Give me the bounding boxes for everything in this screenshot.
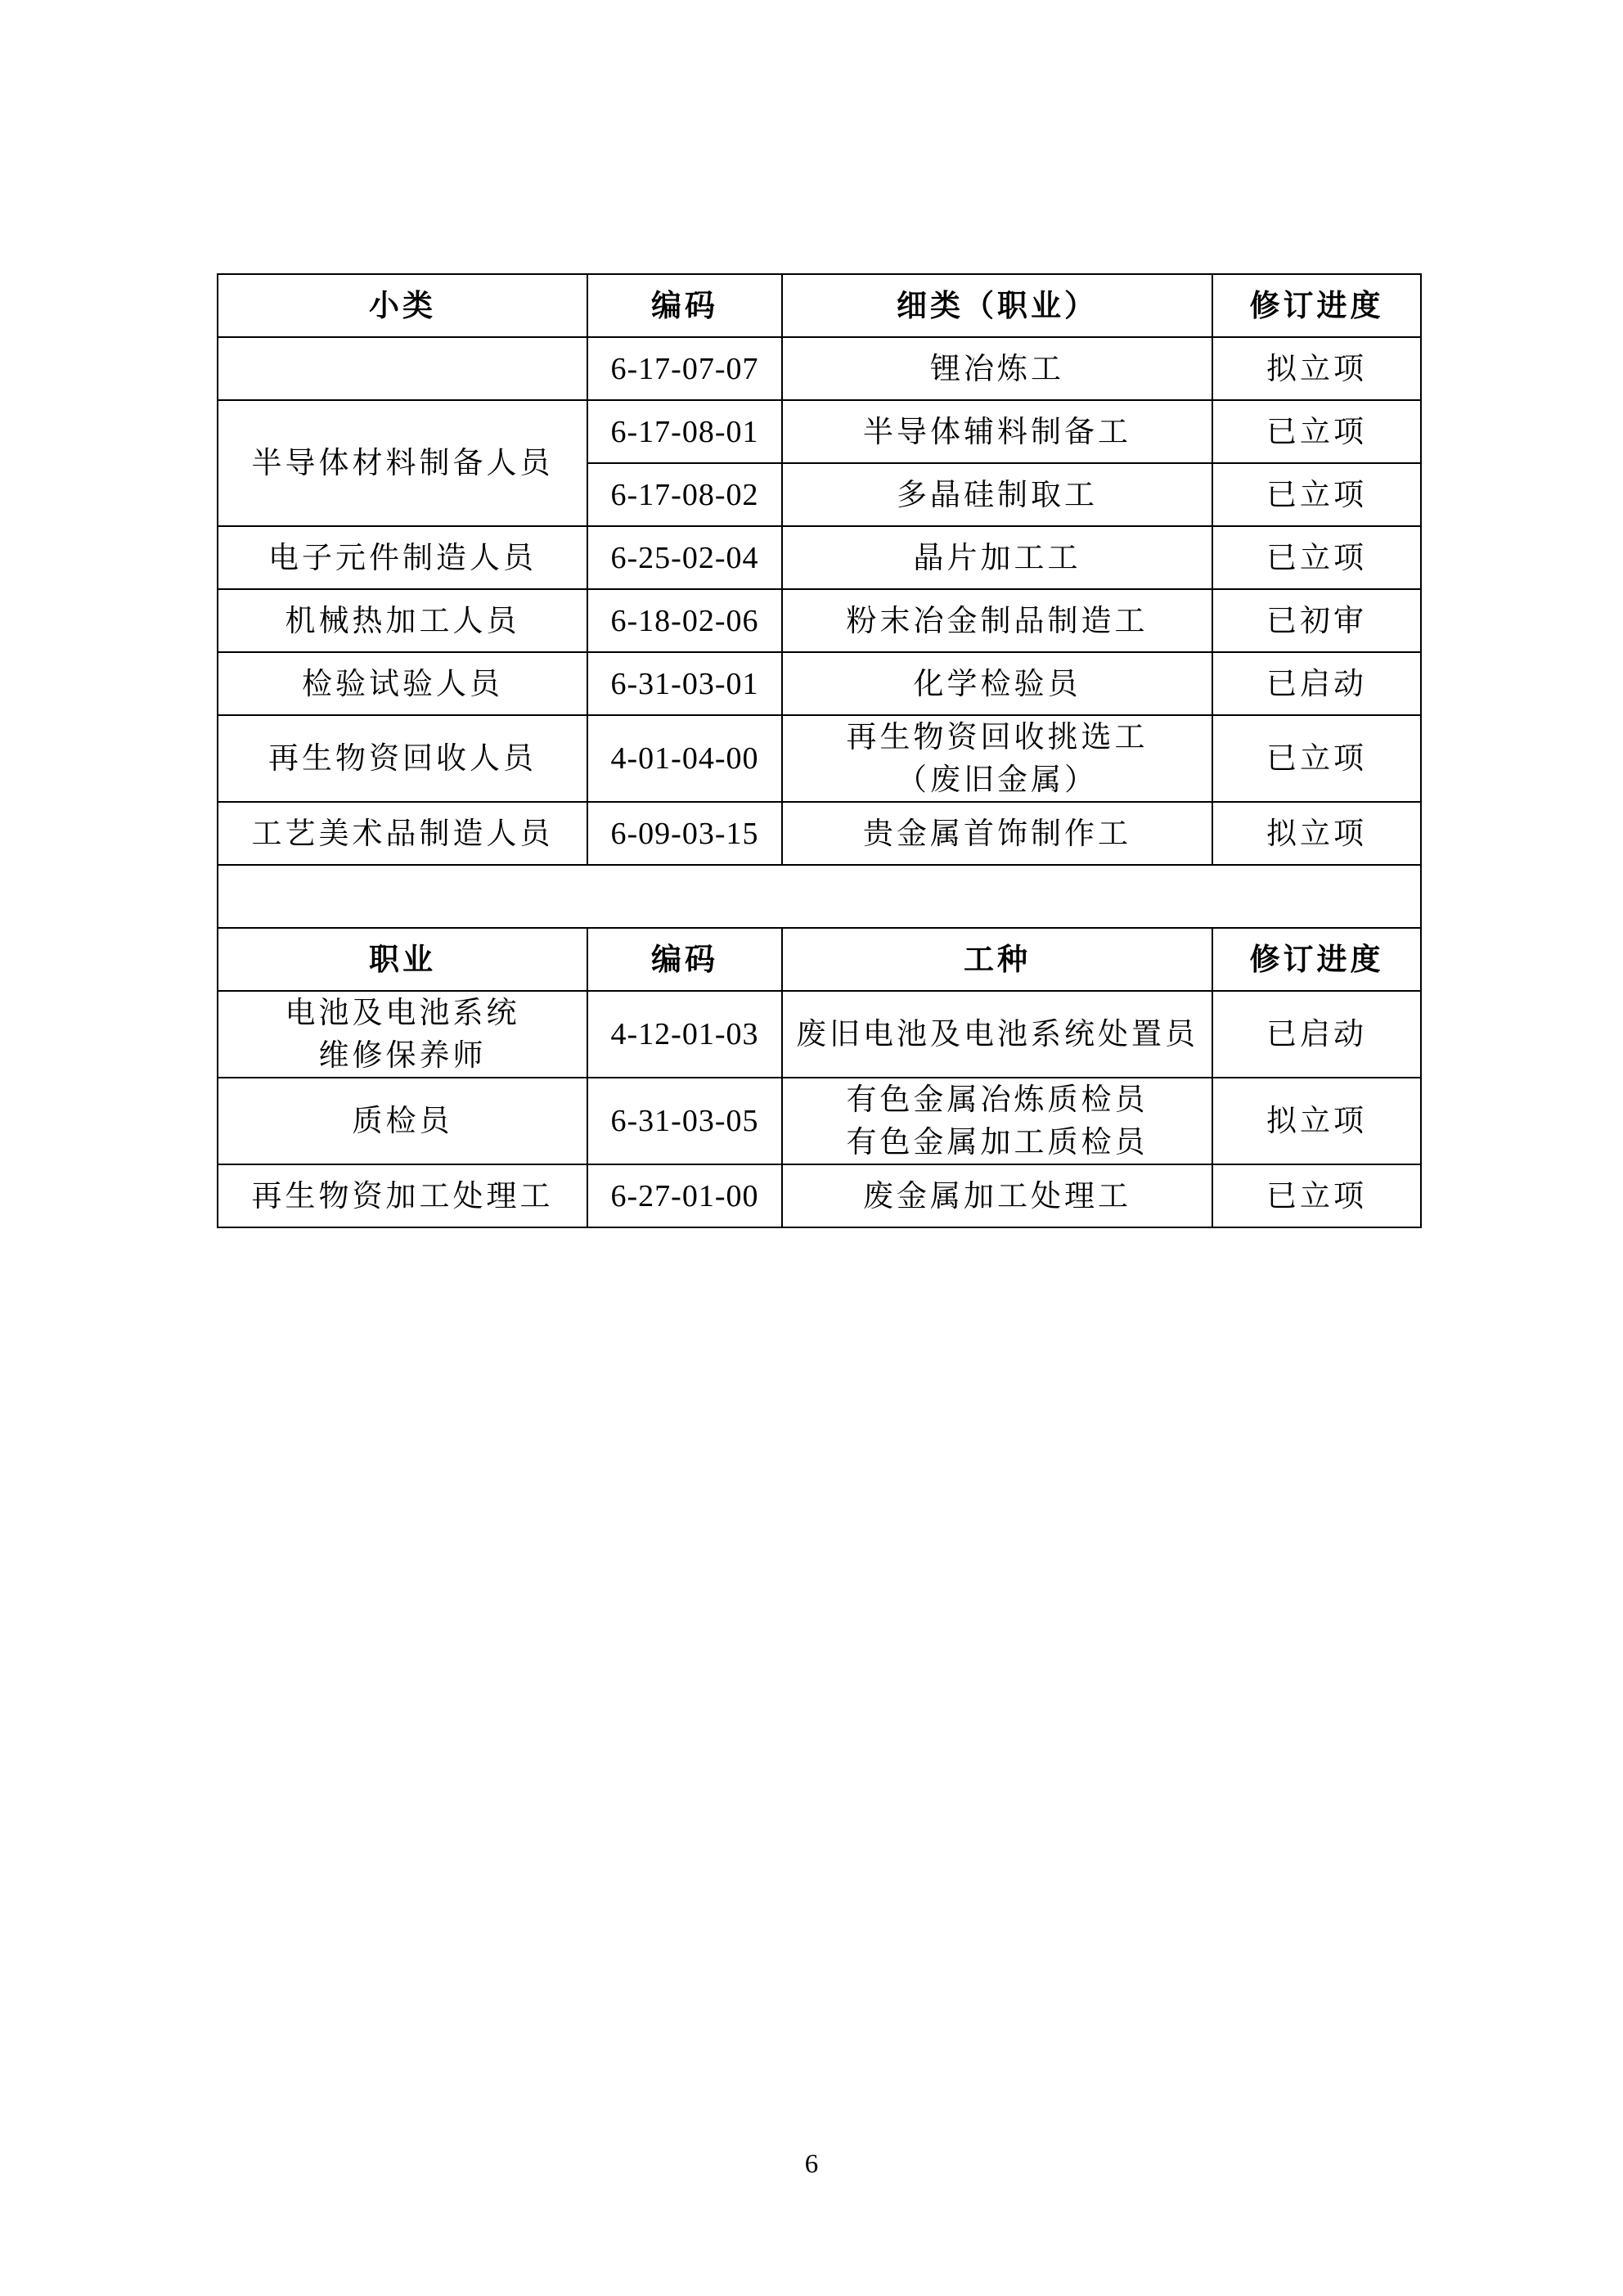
table-row	[218, 652, 1421, 715]
occupation-cell: 半导体辅料制备工	[782, 400, 1212, 463]
status-cell: 已启动	[1212, 991, 1421, 1078]
code-cell: 6-09-03-15	[587, 802, 782, 865]
subcategory-cell: 检验试验人员	[218, 652, 587, 715]
empty-separator-cell	[218, 865, 1421, 928]
occupation-cell: 粉末冶金制品制造工	[782, 589, 1212, 652]
header-trade: 工种	[782, 928, 1212, 991]
code-cell: 6-25-02-04	[587, 526, 782, 589]
code-cell: 6-17-08-01	[587, 400, 782, 463]
status-cell: 已初审	[1212, 589, 1421, 652]
occupation-line: 电池及电池系统	[285, 995, 520, 1030]
header-occupation: 细类（职业）	[782, 274, 1212, 337]
table-row	[218, 991, 1421, 1078]
occupation-cell: 质检员	[218, 1078, 587, 1164]
occupation-cell: 再生物资加工处理工	[218, 1164, 587, 1227]
code-cell: 4-01-04-00	[587, 715, 782, 802]
header-occupation: 职业	[218, 928, 587, 991]
occupation-line: （废旧金属）	[897, 762, 1098, 797]
subcategory-cell: 半导体材料制备人员	[218, 400, 587, 526]
trade-line: 有色金属冶炼质检员	[846, 1082, 1149, 1117]
page-number: 6	[804, 2150, 819, 2179]
header-code: 编码	[587, 274, 782, 337]
status-cell: 已立项	[1212, 526, 1421, 589]
table2-header-row	[218, 928, 1421, 991]
header-code: 编码	[587, 928, 782, 991]
table-row	[218, 1164, 1421, 1227]
separator-row	[218, 865, 1421, 928]
occupation-cell: 锂冶炼工	[782, 337, 1212, 400]
code-cell: 6-18-02-06	[587, 589, 782, 652]
header-subcategory: 小类	[218, 274, 587, 337]
trade-cell: 废旧电池及电池系统处置员	[782, 991, 1212, 1078]
table-row	[218, 589, 1421, 652]
subcategory-cell: 电子元件制造人员	[218, 526, 587, 589]
status-cell: 已立项	[1212, 1164, 1421, 1227]
occupation-cell	[782, 715, 1212, 802]
occupation-cell: 晶片加工工	[782, 526, 1212, 589]
occupation-cell: 贵金属首饰制作工	[782, 802, 1212, 865]
occupation-line: 再生物资回收挑选工	[846, 719, 1149, 754]
code-cell: 6-31-03-05	[587, 1078, 782, 1164]
code-cell: 4-12-01-03	[587, 991, 782, 1078]
table-row	[218, 802, 1421, 865]
table-row	[218, 400, 1421, 463]
subcategory-cell: 机械热加工人员	[218, 589, 587, 652]
status-cell: 拟立项	[1212, 1078, 1421, 1164]
occupation-line: 维修保养师	[318, 1038, 487, 1073]
subcategory-cell	[218, 337, 587, 400]
code-cell: 6-17-07-07	[587, 337, 782, 400]
code-cell: 6-17-08-02	[587, 463, 782, 526]
status-cell: 已立项	[1212, 463, 1421, 526]
trade-cell: 废金属加工处理工	[782, 1164, 1212, 1227]
trade-cell	[782, 1078, 1212, 1164]
header-status: 修订进度	[1212, 274, 1421, 337]
status-cell: 拟立项	[1212, 337, 1421, 400]
table-row	[218, 715, 1421, 802]
subcategory-cell: 工艺美术品制造人员	[218, 802, 587, 865]
table-row	[218, 337, 1421, 400]
occupation-revision-table	[217, 273, 1422, 1228]
occupation-cell: 化学检验员	[782, 652, 1212, 715]
header-status: 修订进度	[1212, 928, 1421, 991]
status-cell: 拟立项	[1212, 802, 1421, 865]
code-cell: 6-31-03-01	[587, 652, 782, 715]
status-cell: 已立项	[1212, 400, 1421, 463]
code-cell: 6-27-01-00	[587, 1164, 782, 1227]
table-row	[218, 526, 1421, 589]
status-cell: 已启动	[1212, 652, 1421, 715]
trade-line: 有色金属加工质检员	[846, 1124, 1149, 1159]
table1-header-row	[218, 274, 1421, 337]
table-row	[218, 1078, 1421, 1164]
occupation-cell: 多晶硅制取工	[782, 463, 1212, 526]
status-cell: 已立项	[1212, 715, 1421, 802]
subcategory-cell: 再生物资回收人员	[218, 715, 587, 802]
occupation-cell	[218, 991, 587, 1078]
